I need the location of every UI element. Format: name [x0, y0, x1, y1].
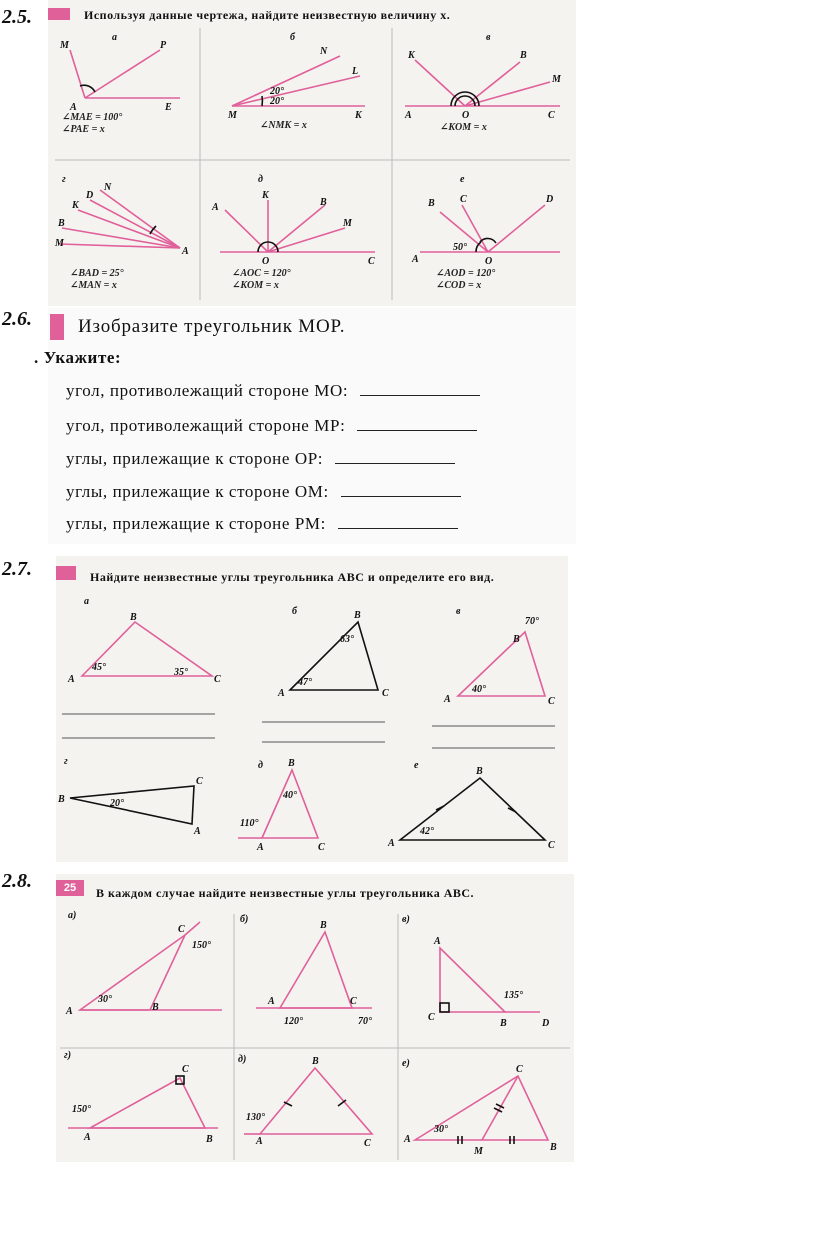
vertex-label: C: [516, 1064, 523, 1075]
panel-letter: г): [64, 1050, 72, 1061]
point-label: A: [405, 110, 412, 121]
panel-letter: а: [112, 32, 117, 43]
point-label: M: [343, 218, 352, 229]
vertex-label: C: [382, 688, 389, 699]
angle-value: 70°: [525, 616, 539, 627]
point-label: D: [86, 190, 94, 201]
point-label: O: [485, 256, 493, 267]
vertex-label: C: [214, 674, 221, 685]
vertex-label: A: [256, 1136, 263, 1147]
header-2-5: Используя данные чертежа, найдите неизвестную величину x.: [84, 8, 451, 22]
panel-letter: д: [258, 174, 263, 185]
vertex-label: C: [350, 996, 357, 1007]
angle-value: 20°: [110, 798, 124, 809]
vertex-label: B: [288, 758, 295, 769]
point-label: B: [320, 197, 327, 208]
angle-value: 50°: [453, 242, 467, 253]
point-label: M: [552, 74, 561, 85]
vertex-label: D: [542, 1018, 550, 1029]
vertex-label: B: [513, 634, 520, 645]
panel-letter: г: [64, 756, 68, 767]
vertex-label: A: [404, 1134, 411, 1145]
panel-letter: д): [238, 1054, 247, 1065]
vertex-label: C: [548, 840, 555, 851]
point-label: B: [58, 218, 65, 229]
angle-value: 63°: [340, 634, 354, 645]
panel-letter: г: [62, 174, 66, 185]
angle-value: 130°: [246, 1112, 265, 1123]
condition: ∠KOM = x: [232, 280, 279, 291]
angle-value: 150°: [192, 940, 211, 951]
row-text: углы, прилежащие к стороне OM:: [66, 482, 329, 501]
point-label: A: [182, 246, 189, 257]
exercise-number-2-6: 2.6.: [2, 308, 32, 330]
point-label: K: [72, 200, 79, 211]
point-label: B: [520, 50, 527, 61]
angle-value: 110°: [240, 818, 259, 829]
vertex-label: A: [268, 996, 275, 1007]
point-label: C: [548, 110, 555, 121]
point-label: K: [262, 190, 269, 201]
vertex-label: B: [152, 1002, 159, 1013]
condition: ∠KOM = x: [440, 122, 487, 133]
panel-letter: е): [402, 1058, 410, 1069]
vertex-label: C: [428, 1012, 435, 1023]
point-label: D: [546, 194, 554, 205]
point-label: A: [212, 202, 219, 213]
panel-letter: а: [84, 596, 89, 607]
angle-value: 135°: [504, 990, 523, 1001]
vertex-label: A: [84, 1132, 91, 1143]
row-text: угол, противолежащий стороне MO:: [66, 381, 349, 400]
exercise-number-2-8: 2.8.: [2, 870, 32, 892]
vertex-label: A: [66, 1006, 73, 1017]
condition: ∠MAE = 100°: [62, 112, 123, 123]
panel-letter: в: [486, 32, 491, 43]
vertex-label: C: [178, 924, 185, 935]
vertex-label: C: [364, 1138, 371, 1149]
angle-value: 42°: [420, 826, 434, 837]
angle-value: 40°: [472, 684, 486, 695]
angle-value: 47°: [298, 677, 312, 688]
vertex-label: C: [182, 1064, 189, 1075]
vertex-label: A: [388, 838, 395, 849]
condition: ∠BAD = 25°: [70, 268, 124, 279]
vertex-label: A: [257, 842, 264, 853]
point-label: M: [228, 110, 237, 121]
exercise-number-2-5: 2.5.: [2, 6, 32, 28]
angle-value: 30°: [434, 1124, 448, 1135]
point-label: C: [460, 194, 467, 205]
vertex-label: C: [548, 696, 555, 707]
row-text: углы, прилежащие к стороне OP:: [66, 449, 324, 468]
condition: ∠AOD = 120°: [436, 268, 496, 279]
point-label: C: [368, 256, 375, 267]
vertex-label: A: [434, 936, 441, 947]
badge: 25: [56, 880, 84, 896]
vertex-label: B: [320, 920, 327, 931]
panel-letter: е: [460, 174, 465, 185]
angle-value: 120°: [284, 1016, 303, 1027]
angle-value: 45°: [92, 662, 106, 673]
exercise-number-2-7: 2.7.: [2, 558, 32, 580]
vertex-label: B: [354, 610, 361, 621]
condition: ∠NMK = x: [260, 120, 307, 131]
panel-letter: в: [456, 606, 461, 617]
row-text: углы, прилежащие к стороне PM:: [66, 514, 326, 533]
point-label: A: [412, 254, 419, 265]
subtitle-2-6: . Укажите:: [34, 348, 122, 367]
vertex-label: M: [474, 1146, 483, 1157]
point-label: K: [355, 110, 362, 121]
vertex-label: A: [194, 826, 201, 837]
angle-value: 20°: [270, 96, 284, 107]
point-label: B: [428, 198, 435, 209]
vertex-label: B: [58, 794, 65, 805]
panel-letter: б: [290, 32, 295, 43]
point-label: M: [55, 238, 64, 249]
point-label: N: [320, 46, 328, 57]
vertex-label: B: [312, 1056, 319, 1067]
panel-letter: б: [292, 606, 297, 617]
condition: ∠PAE = x: [62, 124, 105, 135]
point-label: O: [262, 256, 270, 267]
vertex-label: C: [196, 776, 203, 787]
panel-letter: в): [402, 914, 410, 925]
point-label: P: [160, 40, 167, 51]
vertex-label: B: [206, 1134, 213, 1145]
vertex-label: C: [318, 842, 325, 853]
panel-letter: б): [240, 914, 249, 925]
point-label: L: [352, 66, 359, 77]
angle-value: 35°: [174, 667, 188, 678]
angle-value: 70°: [358, 1016, 372, 1027]
condition: ∠AOC = 120°: [232, 268, 291, 279]
vertex-label: A: [278, 688, 285, 699]
vertex-label: B: [476, 766, 483, 777]
condition: ∠COD = x: [436, 280, 482, 291]
point-label: O: [462, 110, 470, 121]
point-label: E: [165, 102, 172, 113]
point-label: K: [408, 50, 415, 61]
point-label: N: [104, 182, 112, 193]
panel-letter: а): [68, 910, 77, 921]
panel-letter: д: [258, 760, 263, 771]
point-label: M: [60, 40, 69, 51]
condition: ∠MAN = x: [70, 280, 117, 291]
panel-letter: е: [414, 760, 419, 771]
angle-value: 20°: [270, 86, 284, 97]
point-label: A: [70, 102, 77, 113]
angle-value: 30°: [98, 994, 112, 1005]
vertex-label: A: [444, 694, 451, 705]
vertex-label: A: [68, 674, 75, 685]
title-2-6: Изобразите треугольник MOP.: [78, 316, 346, 337]
vertex-label: B: [550, 1142, 557, 1153]
header-2-8: В каждом случае найдите неизвестные углы треугольника ABC.: [96, 886, 475, 900]
vertex-label: B: [500, 1018, 507, 1029]
vertex-label: B: [130, 612, 137, 623]
row-text: угол, противолежащий стороне MP:: [66, 416, 346, 435]
angle-value: 150°: [72, 1104, 91, 1115]
angle-value: 40°: [283, 790, 297, 801]
header-2-7: Найдите неизвестные углы треугольника ABC и определите его вид.: [90, 570, 495, 584]
